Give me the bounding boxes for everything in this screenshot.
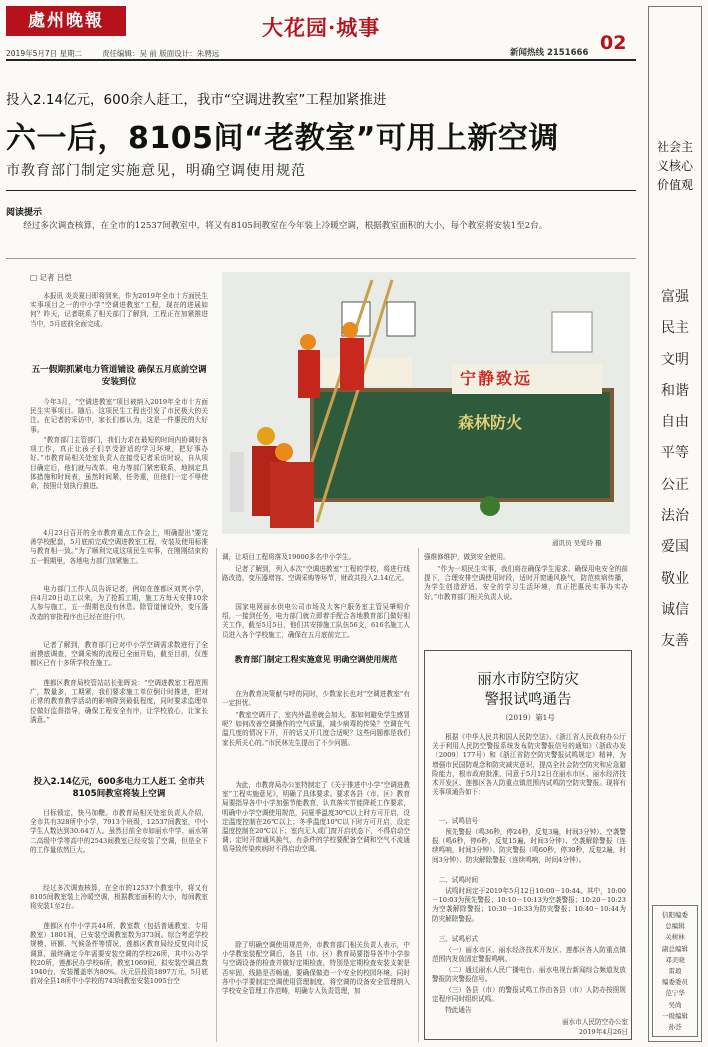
core-value-item: 诚信 bbox=[661, 601, 689, 618]
notice-para: 试鸣时间定于2019年5月12日10:00－10:44。其中，10:00－10:03为预先警报；10:10－10:13为空袭警报；10:20－10:23为空袭解除警报；10:30－10:33为防灾警报；10:40－10:44为防灾解除警报。 bbox=[432, 887, 626, 923]
col2-para: 在为教育决策献与呼的同时，少数家长也对“空调进教室”有一定担忧。 bbox=[222, 690, 410, 708]
headline-rule bbox=[6, 190, 636, 191]
col3-para: 强维修维护，做到安全使用。 bbox=[424, 553, 510, 561]
subhead-2: 投入2.14亿元，600多电力工人赶工 全市共8105间教室将装上空调 bbox=[33, 777, 205, 799]
col1-para: 今年3月，“空调进教室”项目被纳入2019年全市十方面民生实事项目。随后，这项民生工程也引发了市民极大的关注。在记者的采访中，家长们都认为，这是一件惠民的大好事。 bbox=[30, 398, 208, 434]
masthead-rule bbox=[6, 59, 636, 61]
core-value-item: 和谐 bbox=[661, 382, 689, 399]
core-value-item: 富强 bbox=[661, 289, 689, 305]
credit-item: 孙荟 bbox=[668, 1022, 682, 1031]
notice-number: （2019）第1号 bbox=[501, 713, 555, 722]
column-divider bbox=[418, 548, 419, 1042]
news-hotline: 新闻热线 2151666 bbox=[510, 48, 589, 58]
editor-credits: 责任编辑：吴 前 版面设计：朱骋远 bbox=[102, 49, 220, 58]
deck: 市教育部门制定实施意见，明确空调使用规范 bbox=[6, 163, 306, 179]
col1-para: 记者了解到，教育部门已对中小学空调需求数进行了全面摸底调查，空调采购的流程已全面开始，截至目前，仅莲都区已有十多所学校在施工。 bbox=[30, 641, 208, 668]
notice-para: （一）丽水市区、丽水经济技术开发区、莲都区各人防重点镇范围内发放固定警报鸣响。 bbox=[432, 946, 626, 964]
tip-text: 经过多次调查核算，在全市的12537间教室中，将又有8105间教室在今年装上冷暖空调，根据教室面积的大小，每个教室将安装1至2台。 bbox=[23, 221, 548, 231]
core-value-item: 公正 bbox=[661, 476, 689, 493]
col1-para: 4月23日召开的全市教育重点工作会上，明确提出“要完善学校配套，5月底前完成空调进教室工程，安装及使用标准与教育相一致。”为了顺利完成这项民生实事，在刚刚结束的五一假期里，各地电力部门加紧施工。 bbox=[30, 529, 208, 565]
photo-board-text: 森林防火 bbox=[458, 413, 523, 432]
col2-para: 记者了解到，列入本次“空调进教室”工程的学校，将进行线路改造、变压器增容、空调采购等环节，财政共投入2.14亿元。 bbox=[222, 565, 410, 583]
col1-para: 莲都区有中小学共44所，教室数（包括普通教室、专用教室）1801间，已安装空调教室数为373间。综合考虑学校规模、班额、气候条件等情况，莲都区教育局经反复向计反调算，最终确定今年需要安装空调的学校26所，其中公办学校20所，莲都民办学校6所，教室1069间，拟安装空调总数1940台，安装覆盖率为80%。庆元县投资1897万元，5月底前对全县18所中小学校的743间教室安装1095台空 bbox=[30, 922, 208, 986]
section-title: 大花园·城事 bbox=[262, 15, 381, 40]
col2-para: 调，让项目工程将落及19000多名中小学生。 bbox=[222, 553, 356, 561]
core-value-item: 敬业 bbox=[661, 570, 689, 587]
credit-item: 邓美晓 bbox=[665, 955, 685, 964]
credit-item: 总编辑 bbox=[665, 922, 685, 931]
notice-para: （二）通过丽水人民广播电台、丽水电视台新闻综合频道发放警报防灾警报信号。 bbox=[432, 966, 626, 984]
col1-para: 经过多次调查核算，在全市的12537个教室中，将又有8105间教室装上冷暖空调，根据教室面积的大小，每间教室将安装1至2台。 bbox=[30, 884, 208, 911]
col2-para: 国家电网丽水供电公司市场及大客户服务室主管吴肇明介绍，一接到任务，电力部门就立即着手配合各地教育部门做好相关工作，截至5月5日，他们共安排施工队伍56支，616名施工人员进入各个学校施工，确保在五月底前完工。 bbox=[222, 603, 410, 639]
notice-para: 根据《中华人民共和国人民防空法》、《浙江省人民政府办公厅关于利用人民防空警报系统发布防灾警报信号的通知》（浙政办发〔2009〕177号）和《浙江省防空防灾警报试鸣规定》精神，为增强市民国防观念和防灾减灾意识，提高全社会防空防灾和应急避险能力，根市政府批准，同意于5月12日在丽水市区、丽水经济技术开发区、莲都区各人防重点镇范围内试鸣防空防灾警报。现将有关事项通告如下： bbox=[432, 733, 626, 797]
credit-item: 信阳编委 bbox=[662, 911, 688, 919]
core-value-item: 法治 bbox=[661, 508, 689, 525]
credit-item: 雷琅 bbox=[668, 966, 682, 975]
notice-end: 特此通告 bbox=[445, 1006, 472, 1014]
photo-credit: 通讯员 吴爱玲 摄 bbox=[552, 539, 602, 547]
core-value-item: 平等 bbox=[661, 445, 689, 462]
notice-title: 警报试鸣通告 bbox=[484, 692, 572, 708]
col3-para: “作为一项民生实事，我们将在确保学生需求、确保用电安全的前提下，合理安排空调使用时段，适时开窗通风换气，防范疾病传播，为学生创造舒适、安全的学习生活环境，真正把惠民实事办实办好。”市教育部门相关负责人说。 bbox=[424, 565, 628, 601]
subhead-3: 教育部门制定工程实施意见 明确空调使用规范 bbox=[234, 655, 398, 664]
values-list bbox=[648, 282, 702, 658]
news-photo bbox=[222, 272, 630, 534]
col1-para: 莲都区教育局校管站站长张晖说：“空调进教室工程范围广，数量多，工期紧，我们要求施工单位倒计时推进，把对正常的教育教学活动的影响降到最低程度，同时要求监理单位做好监督指导，确保工程安全有序，让学校放心，让家长满意。” bbox=[30, 679, 208, 724]
col1-para: 本报讯 炎炎夏日即将到来，作为2019年全市十方面民生实事项目之一的中小学“空调进教室”工程，现在的进展如何？昨天，记者联系了相关部门了解到，工程正在加紧推进当中，5月底前全面完成。 bbox=[30, 292, 208, 328]
notice-signature: 丽水市人民防空办公室 bbox=[562, 1018, 628, 1026]
issue-date: 2019年5月7日 星期二 bbox=[6, 49, 83, 58]
core-value-item: 民主 bbox=[661, 320, 689, 337]
col1-para: 电力部门工作人员告诉记者，例如在莲都区刘英小学，自4月20日动工以来，为了抢抓工期，施工方每天安排10余人参与施工，五一假期也没有休息。除管道铺设外，变压器改造的审批程序也已经在进行中。 bbox=[30, 585, 208, 621]
photo-banner-text: 宁静致远 bbox=[460, 369, 533, 388]
credit-item: 关树林 bbox=[665, 933, 685, 942]
notice-heading: 二、试鸣时间 bbox=[438, 876, 479, 884]
credit-item: 一级编辑 bbox=[662, 1011, 688, 1020]
newspaper-logo: 處州晚報 bbox=[6, 6, 126, 36]
core-value-item: 自由 bbox=[661, 414, 689, 431]
sidebar-credits bbox=[652, 910, 698, 1033]
credit-item: 吴尚 bbox=[668, 1000, 682, 1009]
photo-scene bbox=[222, 272, 630, 534]
notice-para: 预先警报（鸣36秒，停24秒，反复3遍，时间3分钟）、空袭警报（鸣6秒，停6秒，反复15遍，时间3分钟）、空袭解除警报（连续鸣响，时间3分钟）、防灾警报（鸣60秒，停30秒，反复2遍，时间3分钟）、防灾解除警报（连续鸣响，时间4分钟）。 bbox=[432, 828, 626, 864]
col2-para: 除了明确空调使用规范外，市教育部门相关负责人表示，中小学教室装配空调后，各县（市、区）教育局要指导各中小学参与空调设备的检查并做好定期检查，特别是定期检查安装支架是否牢固，线路是否畅通，要确保做造一个安全的校园环境。同时各中小学要制定空调使用管理制度，将空调的设备安全管理纳入学校安全管理工作范畴，明确专人负责管理，加 bbox=[222, 941, 410, 996]
col2-para: “教室空调开了，室内外温差就会加大，那如何避免学生感冒呢？如何改善空调操作的空气质量，减少病毒的传染？空调在气温几度的情况下开，开的话又开几度合适呢？这些问题都是我们家长所关心的。”市民林先生提出了不少问题。 bbox=[222, 711, 410, 747]
notice-title: 丽水市防空防灾 bbox=[477, 672, 579, 688]
notice-date: 2019年4月26日 bbox=[578, 1028, 628, 1036]
tip-label: 阅读提示 bbox=[6, 208, 43, 218]
headline: 六一后，8105间“老教室”可用上新空调 bbox=[6, 121, 559, 156]
page-number: 02 bbox=[600, 32, 627, 54]
core-value-item: 爱国 bbox=[661, 539, 689, 556]
column-divider bbox=[216, 548, 217, 1042]
col1-para: “教育部门主管部门，我们力求在最短的时间内协调好各项工作，真正让孩子们享受舒适的学习环境，把好事办好。”市教育局相关处室负责人在接受记者采访时说，自从项目确定后，他们就与改革、电力等部门紧密联系，地制定具体措施和时间表，虽然时间紧，任务重，但他们一定不辱使命，按照计划执行推进。 bbox=[30, 436, 208, 491]
core-value-item: 友善 bbox=[661, 633, 689, 650]
values-title: 社会主义核心价值观 bbox=[656, 140, 693, 192]
subhead-1: 五一假期抓紧电力管道铺设 确保五月底前空调安装到位 bbox=[31, 365, 207, 387]
kicker: 投入2.14亿元，600余人赶工，我市“空调进教室”工程加紧推进 bbox=[6, 92, 387, 108]
credit-item: 副总编辑 bbox=[662, 944, 688, 953]
notice-para: （三）各县（市）的警报试鸣工作由各县（市）人防办按照规定程序同时组织试鸣。 bbox=[432, 986, 626, 1004]
col1-para: 目标锁定，快马加鞭。市教育局相关处室负责人介绍，全市共有328所中小学，7913个班级，12537间教室，中小学生人数达到30.64万人。虽然目前全市如丽水中学、丽水第二高级中学等高中的2543间教室已经安装了空调，但是全下的工作量依然巨大。 bbox=[30, 809, 208, 854]
byline: □ 记者 吕恺 bbox=[30, 273, 72, 282]
credit-item: 范宁华 bbox=[665, 989, 685, 998]
tip-rule bbox=[6, 258, 636, 259]
notice-heading: 三、试鸣形式 bbox=[438, 935, 479, 943]
col2-para: 为此，市教育局办公室特制定了《关于推进中小学“空调进教室”工程实施意见》，明确了具体要求。要求各县（市、区）教育局要指导各中小学加强节能教育，认真落实节能降耗工作要求，明确中小学空调使用规范，同夏季温度30℃以上时方可开启，设定温度控制在26℃以上；冬季温度10℃以下时方可开启，设定温度控制在20℃以下；室内无人或门窗开启状态下，不得启动空调；定时开窗通风换气，有条件的学校要配备空调和空气不流通易导致传染疾病时不得启动空调。 bbox=[222, 781, 410, 854]
notice-heading: 一、试鸣信号 bbox=[438, 817, 479, 825]
core-value-item: 文明 bbox=[661, 351, 689, 368]
credit-item: 编委委员 bbox=[662, 978, 688, 987]
